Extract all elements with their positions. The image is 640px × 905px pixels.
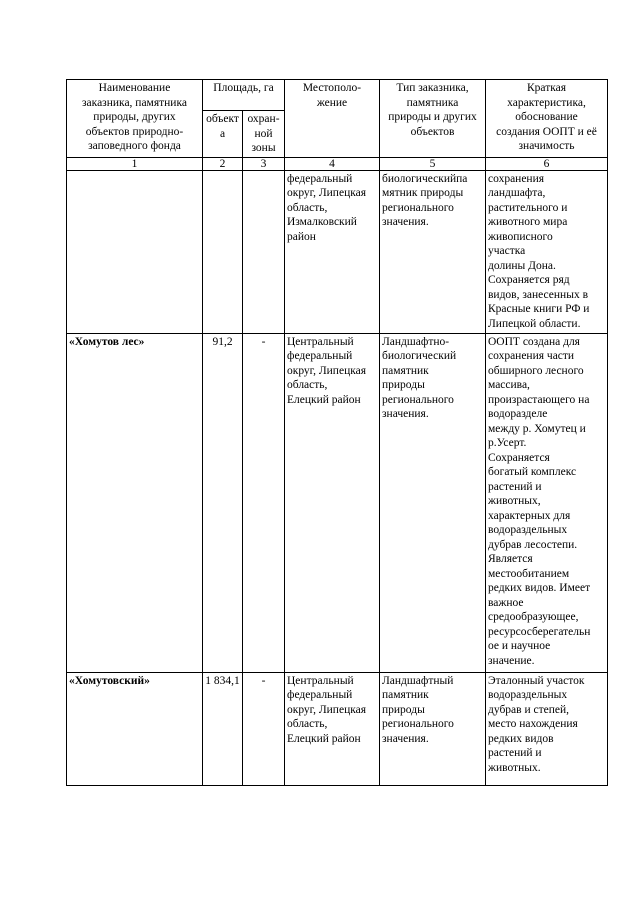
location-cell: Центральный федеральный округ, Липецкая область, Елецкий район — [285, 333, 380, 672]
column-number: 2 — [203, 157, 243, 170]
header-area: Площадь, га — [203, 80, 285, 111]
description-cell: сохранения ландшафта, растительного и животного мира живописного участка долины Дона. Сохраняется ряд видов, занесенных в Красные книги РФ и Липецкой области. — [486, 170, 608, 333]
column-number-row — [67, 157, 608, 170]
table-row — [67, 333, 608, 672]
description-cell: ООПТ создана для сохранения части обширного лесного массива, произрастающего на водоразделе между р. Хомутец и р.Усерт. Сохраняется богатый комплекс растений и животных, характерных для водораздельных дубрав лесостепи. Является местообитанием редких видов. Имеет важное средообразующее, ресурсосберегательн ое и научное значение. — [486, 333, 608, 672]
protected-areas-table — [66, 79, 608, 786]
header-area-zone: охран- ной зоны — [243, 111, 285, 158]
area-name-cell — [67, 170, 203, 333]
area-object-cell — [203, 170, 243, 333]
header-area-object: объект а — [203, 111, 243, 158]
area-zone-cell: - — [243, 333, 285, 672]
header-location: Местополо- жение — [285, 80, 380, 158]
description-cell: Эталонный участок водораздельных дубрав и степей, место нахождения редких видов растений и животных. — [486, 672, 608, 785]
column-number: 3 — [243, 157, 285, 170]
column-number: 6 — [486, 157, 608, 170]
location-cell: федеральный округ, Липецкая область, Измалковский район — [285, 170, 380, 333]
type-cell: Ландшафтный памятник природы регионального значения. — [380, 672, 486, 785]
header-type: Тип заказника, памятника природы и других объектов — [380, 80, 486, 158]
area-name-cell: «Хомутов лес» — [67, 333, 203, 672]
column-number: 5 — [380, 157, 486, 170]
type-cell: биологическийпа мятник природы регионального значения. — [380, 170, 486, 333]
table-row — [67, 672, 608, 785]
area-name-cell: «Хомутовский» — [67, 672, 203, 785]
column-number: 4 — [285, 157, 380, 170]
header-name: Наименование заказника, памятника природы, других объектов природно- заповедного фонда — [67, 80, 203, 158]
area-object-cell: 1 834,1 — [203, 672, 243, 785]
location-cell: Центральный федеральный округ, Липецкая область, Елецкий район — [285, 672, 380, 785]
header-row — [67, 80, 608, 111]
column-number: 1 — [67, 157, 203, 170]
header-description: Краткая характеристика, обоснование создания ООПТ и её значимость — [486, 80, 608, 158]
area-zone-cell: - — [243, 672, 285, 785]
type-cell: Ландшафтно- биологический памятник природы регионального значения. — [380, 333, 486, 672]
area-zone-cell — [243, 170, 285, 333]
table-row — [67, 170, 608, 333]
area-object-cell: 91,2 — [203, 333, 243, 672]
